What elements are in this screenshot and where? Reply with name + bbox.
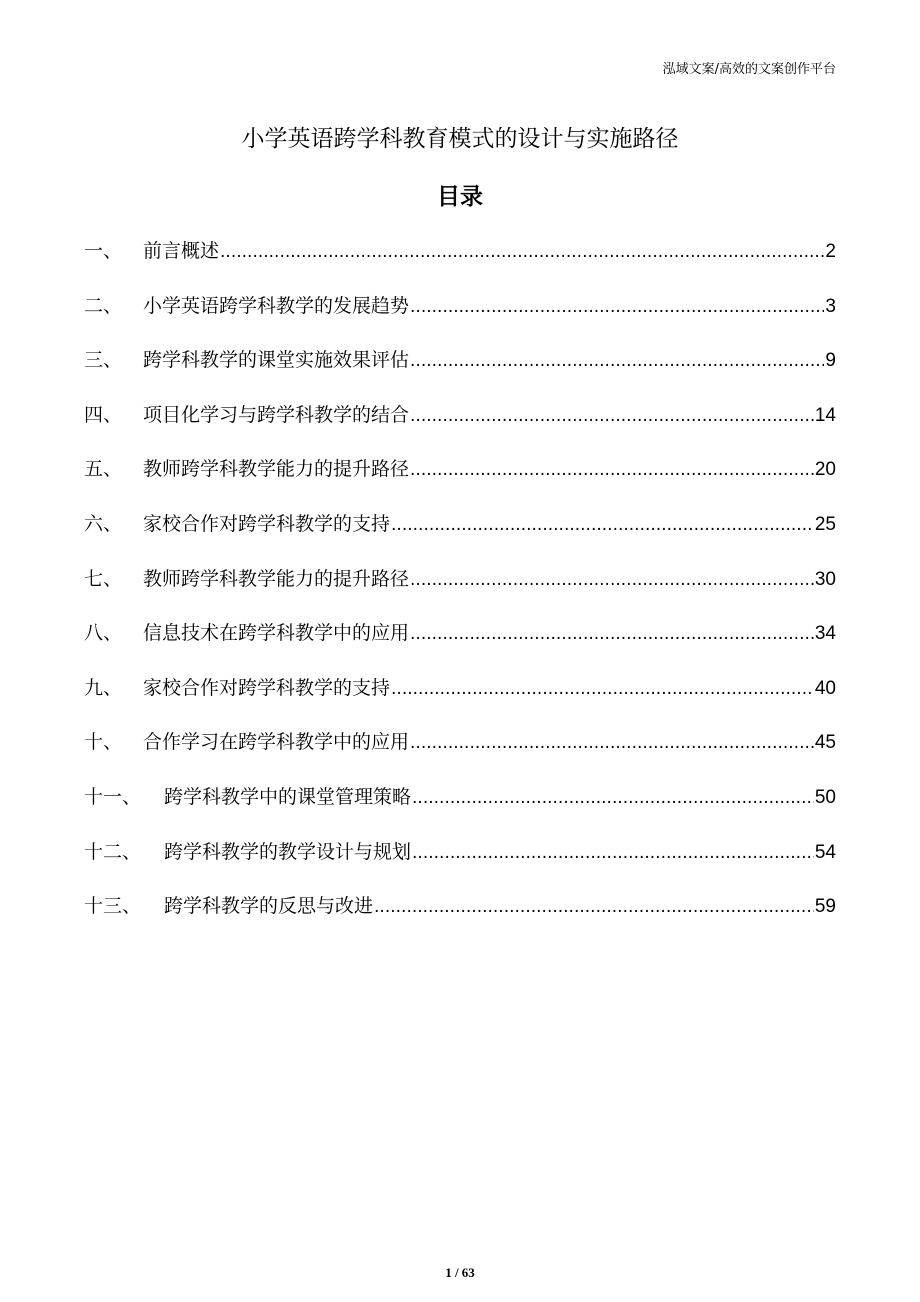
toc-item-label: 家校合作对跨学科教学的支持 xyxy=(143,512,391,535)
toc-leader-dots xyxy=(412,832,814,874)
toc-heading: 目录 xyxy=(437,184,483,210)
toc-item-page: 50 xyxy=(814,786,836,808)
toc-item-number: 十二、 xyxy=(84,840,142,863)
toc-item-label: 家校合作对跨学科教学的支持 xyxy=(143,676,391,699)
toc-leader-dots xyxy=(410,613,814,655)
toc-item-page: 34 xyxy=(814,623,836,645)
toc-item-label: 前言概述 xyxy=(143,240,220,262)
toc-item-number: 二、 xyxy=(84,294,123,317)
toc-item-4[interactable] xyxy=(84,394,836,449)
toc-leader-dots xyxy=(412,777,814,819)
page-header-brand: 泓域文案/高效的文案创作平台 xyxy=(662,62,836,77)
toc-item-page: 20 xyxy=(814,459,836,481)
toc-item-number: 四、 xyxy=(84,403,123,426)
toc-item-page: 2 xyxy=(825,241,836,262)
toc-item-number: 六、 xyxy=(84,512,123,535)
toc-item-page: 9 xyxy=(825,350,836,372)
toc-item-label: 信息技术在跨学科教学中的应用 xyxy=(143,622,410,645)
toc-item-number: 七、 xyxy=(84,567,123,590)
toc-leader-dots xyxy=(391,504,814,546)
toc-item-label: 跨学科教学的教学设计与规划 xyxy=(164,840,412,863)
toc-item-number: 十、 xyxy=(84,731,123,754)
toc-item-3[interactable] xyxy=(84,339,836,394)
toc-item-number: 八、 xyxy=(84,622,123,645)
toc-item-label: 跨学科教学的反思与改进 xyxy=(164,895,374,918)
toc-leader-dots xyxy=(374,886,814,928)
toc-leader-dots xyxy=(391,668,814,710)
toc-item-page: 30 xyxy=(814,568,836,590)
toc-item-page: 25 xyxy=(814,513,836,535)
toc-item-9[interactable] xyxy=(84,667,836,722)
toc-item-5[interactable] xyxy=(84,448,836,503)
toc-item-label: 项目化学习与跨学科教学的结合 xyxy=(143,403,410,426)
toc-item-page: 40 xyxy=(814,677,836,699)
document-title: 小学英语跨学科教育模式的设计与实施路径 xyxy=(241,126,679,152)
toc-item-page: 59 xyxy=(814,896,836,918)
toc-item-7[interactable] xyxy=(84,558,836,613)
toc-item-label: 教师跨学科教学能力的提升路径 xyxy=(143,458,410,481)
toc-item-label: 跨学科教学的课堂实施效果评估 xyxy=(143,349,410,372)
toc-leader-dots xyxy=(410,286,824,328)
toc-item-number: 一、 xyxy=(84,240,123,262)
toc-leader-dots xyxy=(410,559,814,601)
toc-leader-dots xyxy=(410,449,814,491)
toc-leader-dots xyxy=(220,231,824,273)
toc-item-page: 54 xyxy=(814,841,836,863)
toc-item-number: 三、 xyxy=(84,349,123,372)
toc-item-8[interactable] xyxy=(84,612,836,667)
toc-item-6[interactable] xyxy=(84,503,836,558)
toc-leader-dots xyxy=(410,395,814,437)
toc-item-12[interactable] xyxy=(84,831,836,886)
toc-item-label: 教师跨学科教学能力的提升路径 xyxy=(143,567,410,590)
toc-item-13[interactable] xyxy=(84,885,836,940)
toc-item-1[interactable] xyxy=(84,230,836,285)
toc-item-label: 跨学科教学中的课堂管理策略 xyxy=(164,785,412,808)
toc-item-page: 45 xyxy=(814,732,836,754)
toc-item-label: 合作学习在跨学科教学中的应用 xyxy=(143,731,410,754)
toc-item-number: 十一、 xyxy=(84,785,142,808)
toc-item-number: 九、 xyxy=(84,676,123,699)
toc-item-page: 14 xyxy=(814,404,836,426)
toc-item-number: 十三、 xyxy=(84,895,142,918)
toc-item-number: 五、 xyxy=(84,458,123,481)
toc-item-2[interactable] xyxy=(84,285,836,340)
toc-leader-dots xyxy=(410,340,824,382)
toc-item-page: 3 xyxy=(825,295,836,317)
toc-item-11[interactable] xyxy=(84,776,836,831)
page-number-indicator: 1 / 63 xyxy=(445,1265,475,1280)
toc-item-10[interactable] xyxy=(84,721,836,776)
table-of-contents xyxy=(84,230,836,940)
toc-item-label: 小学英语跨学科教学的发展趋势 xyxy=(143,294,410,317)
toc-leader-dots xyxy=(410,722,814,764)
